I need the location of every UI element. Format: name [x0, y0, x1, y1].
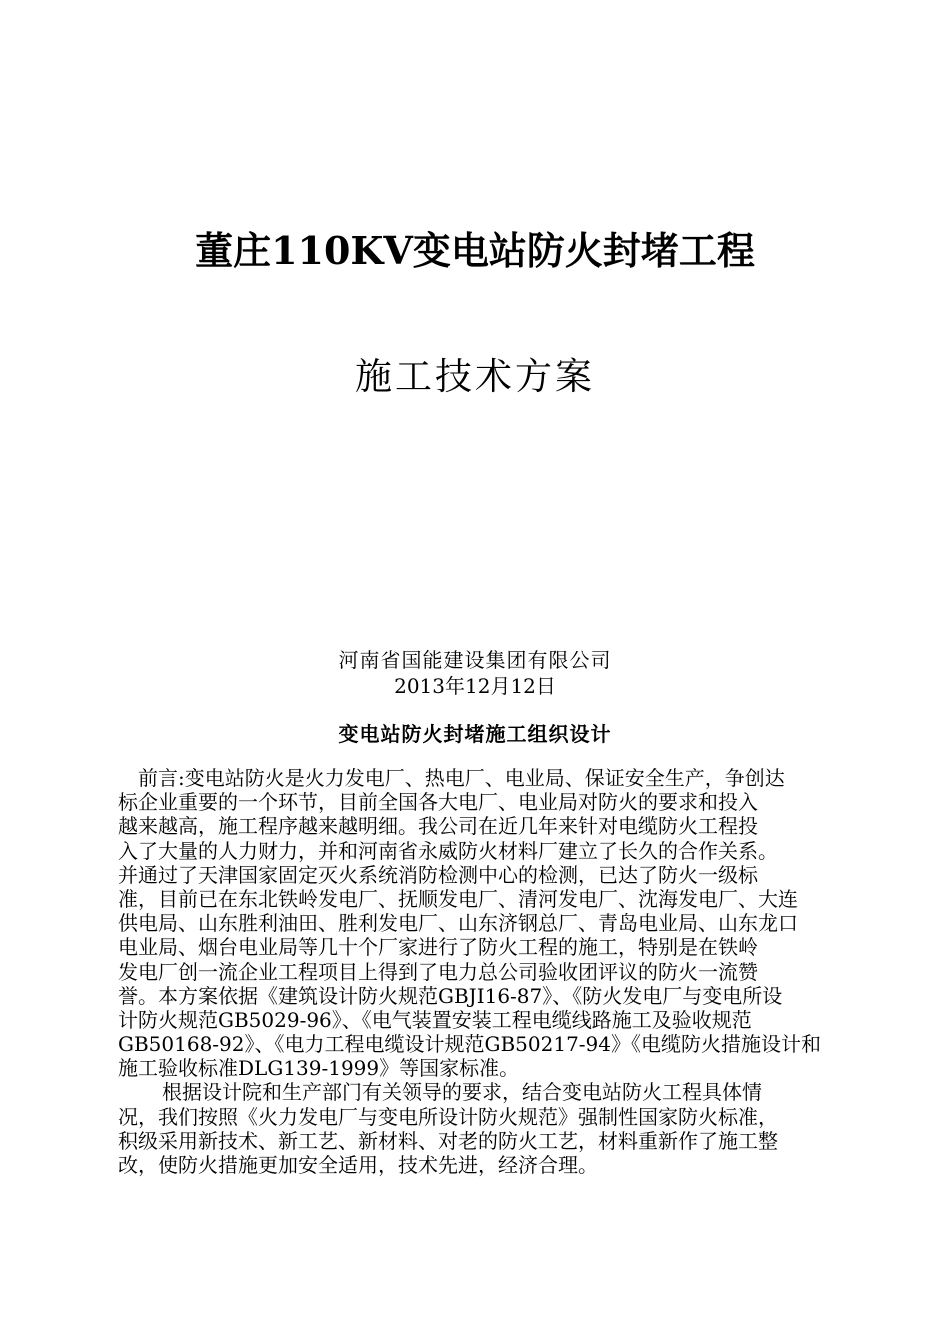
- body-text: [118, 766, 834, 1177]
- paragraph-2-line: 积级采用新技术、新工艺、新材料、对老的防火工艺，材料重新作了施工整: [118, 1128, 778, 1153]
- section-heading: 变电站防火封堵施工组织设计: [338, 722, 612, 746]
- document-title: 董庄110KV变电站防火封堵工程: [195, 228, 755, 273]
- paragraph-2-line: 况，我们按照《火力发电厂与变电所设计防火规范》强制性国家防火标准，: [118, 1104, 778, 1129]
- document-subtitle: 施工技术方案: [355, 355, 595, 398]
- company-name: 河南省国能建设集团有限公司: [338, 648, 612, 672]
- paragraph-1-line: GB50168-92》、《电力工程电缆设计规范GB50217-94》《电缆防火措施设计和: [118, 1032, 822, 1057]
- paragraph-1-line: 前言:变电站防火是火力发电厂、热电厂、电业局、保证安全生产，争创达: [138, 766, 785, 790]
- paragraph-1-line: 并通过了天津国家固定灭火系统消防检测中心的检测，已达了防火一级标: [118, 862, 758, 887]
- document-date: 2013年12月12日: [394, 674, 556, 698]
- paragraph-1-line: 准，目前已在东北铁岭发电厂、抚顺发电厂、清河发电厂、沈海发电厂、大连: [118, 886, 798, 911]
- paragraph-1-line: 誉。本方案依据《建筑设计防火规范GBJI16-87》、《防火发电厂与变电所设: [118, 983, 783, 1008]
- paragraph-1-line: 电业局、烟台电业局等几十个厂家进行了防火工程的施工，特别是在铁岭: [118, 935, 758, 960]
- paragraph-1-line: 越来越高，施工程序越来越明细。我公司在近几年来针对电缆防火工程投: [118, 814, 758, 839]
- paragraph-1-line: 供电局、山东胜利油田、胜利发电厂、山东济钢总厂、青岛电业局、山东龙口: [118, 911, 798, 936]
- paragraph-2-line: 根据设计院和生产部门有关领导的要求，结合变电站防火工程具体情: [162, 1080, 762, 1105]
- paragraph-1-line: 入了大量的人力财力，并和河南省永威防火材料厂建立了长久的合作关系。: [118, 838, 778, 863]
- paragraph-2-line: 改，使防火措施更加安全适用，技术先进，经济合理。: [118, 1153, 598, 1177]
- paragraph-1-line: 施工验收标准DLG139-1999》等国家标准。: [118, 1056, 520, 1081]
- paragraph-1-line: 标企业重要的一个环节，目前全国各大电厂、电业局对防火的要求和投入: [118, 790, 758, 815]
- paragraph-1-line: 计防火规范GB5029-96》、《电气装置安装工程电缆线路施工及验收规范: [118, 1007, 752, 1032]
- paragraph-1-line: 发电厂创一流企业工程项目上得到了电力总公司验收团评议的防火一流赞: [118, 959, 758, 984]
